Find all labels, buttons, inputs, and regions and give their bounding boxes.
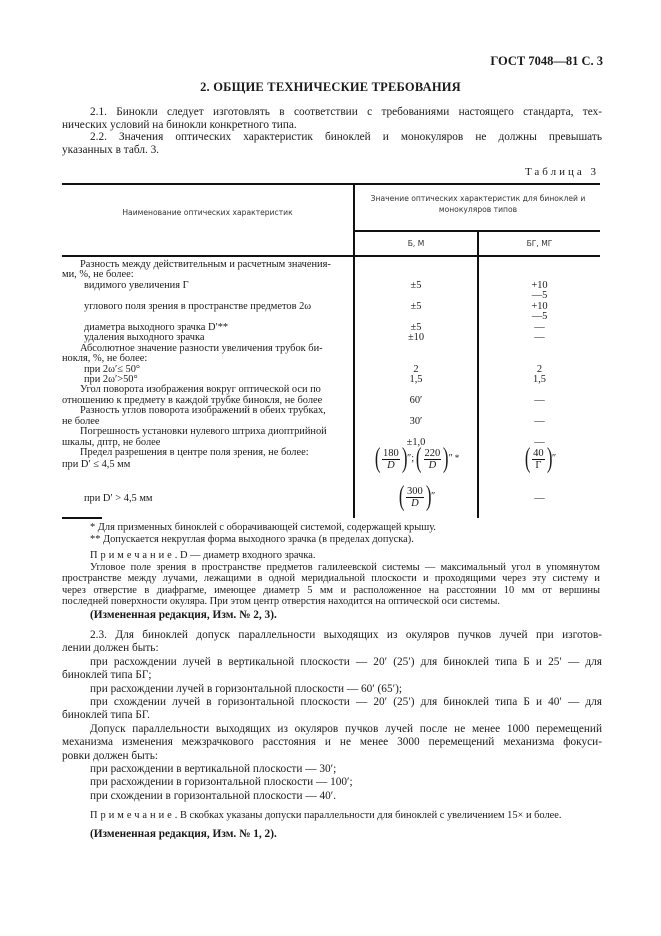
note-text: . D — диаметр входного зрачка. xyxy=(174,550,316,561)
value-bg-mg: —5 xyxy=(531,311,548,323)
value-bg-mg: 2 xyxy=(536,363,543,375)
fraction-numerator: 220 xyxy=(424,447,441,459)
section-title: 2. ОБЩИЕ ТЕХНИЧЕСКИЕ ТРЕБОВАНИЯ xyxy=(200,80,461,94)
unit-seconds: ″ xyxy=(551,453,557,465)
text-line: нических условий на бинокли конкретного типа. xyxy=(62,118,297,131)
row-name: при 2ω′≤ 50° xyxy=(84,363,141,375)
table-caption: Таблица 3 xyxy=(524,166,599,178)
fraction-denominator: D xyxy=(387,459,395,471)
text-line: биноклей типа БГ. xyxy=(62,709,150,722)
footnote-mark: * xyxy=(454,453,460,464)
row-name: удаления выходного зрачка xyxy=(84,332,205,344)
resolution-bg-mg-small xyxy=(479,445,600,473)
text-line: при схождении в горизонтальной плоскости — 40′. xyxy=(90,789,337,802)
resolution-b-m-large xyxy=(355,483,477,511)
value-bg-mg: — xyxy=(534,436,545,448)
text-line: при расхождении лучей в вертикальной плоскости — 20′ (25′) для биноклей типа Б и 25′ — для xyxy=(90,655,602,668)
value-bg-mg: +10 xyxy=(531,279,548,291)
text-line: биноклей типа БГ; xyxy=(62,669,152,682)
header-col-bg-mg: БГ, МГ xyxy=(526,239,553,248)
document-reference: ГОСТ 7048—81 С. 3 xyxy=(490,54,603,68)
row-name: нокля, %, не более: xyxy=(62,353,148,365)
value-b-m: 60′ xyxy=(409,394,423,406)
row-name: углового поля зрения в пространстве предметов 2ω xyxy=(84,300,312,312)
paragraph-2-2 xyxy=(62,131,602,156)
text-line: при D′ > 4,5 мм xyxy=(84,493,153,504)
table-row-resolution-small xyxy=(62,443,600,483)
separator: ; xyxy=(411,453,415,465)
header-bottom-rule xyxy=(62,255,600,257)
resolution-b-m-small xyxy=(355,445,477,473)
note-label: Примечание xyxy=(90,550,175,561)
row-name: Угол поворота изображения вокруг оптической оси по xyxy=(80,384,321,396)
note-1 xyxy=(62,550,600,608)
text-line: последней поверхности окуляра. При этом центр отверстия находится на оптической оси системы. xyxy=(62,596,500,608)
paren-right: ) xyxy=(546,443,553,474)
text-line: Предел разрешения в центре поля зрения, не более: xyxy=(80,447,309,458)
value-bg-mg: 1,5 xyxy=(533,373,546,385)
text-line: при расхождении в вертикальной плоскости — 30′; xyxy=(90,763,337,776)
fraction-numerator: 300 xyxy=(407,485,423,497)
fraction-numerator: 40 xyxy=(533,447,544,459)
header-values-group: Значение оптических характеристик для биноклей и монокуляров типов xyxy=(370,194,586,214)
value-b-m: ±1,0 xyxy=(406,436,426,448)
row-name xyxy=(62,447,353,470)
note-text: . В скобках указаны допуски параллельности для биноклей с увеличением 15× и более. xyxy=(174,810,562,821)
text-line: через отверстие в диафрагме, имеющее диаметр 5 мм и расположенное на расстоянии 10 мм от вершины xyxy=(62,584,600,596)
paren-right: ) xyxy=(443,443,449,474)
note-2 xyxy=(62,810,600,822)
paragraph-2-3 xyxy=(62,629,602,803)
paren-left: ( xyxy=(416,443,422,474)
paren-right: ) xyxy=(425,481,432,512)
note-body xyxy=(62,562,600,608)
paragraph-2-1 xyxy=(62,106,602,131)
paren-left: ( xyxy=(398,481,405,512)
value-b-m: 2 xyxy=(413,363,419,375)
table-top-rule xyxy=(62,183,600,185)
value-bg-mg: — xyxy=(534,394,545,406)
row-name: Разность углов поворота изображений в обеих трубках, xyxy=(80,405,326,417)
value-b-m: 1,5 xyxy=(409,373,423,385)
fraction-denominator: D xyxy=(411,497,419,509)
text-line: ровки должен быть: xyxy=(62,749,158,762)
unit-seconds: ″ xyxy=(431,491,436,503)
footnote-rule xyxy=(62,517,102,519)
footnote-1: * Для призменных биноклей с оборачивающей системой, содержащей крышу. xyxy=(90,522,436,533)
value-b-m: ±5 xyxy=(410,300,422,312)
paren-right: ) xyxy=(401,443,408,474)
text-line: лении должен быть: xyxy=(62,642,159,655)
row-name: ми, %, не более: xyxy=(62,269,134,281)
unit-seconds: ″ xyxy=(407,453,412,465)
text-line: 2.1. Бинокли следует изготовлять в соответствии с требованиями настоящего стандарта, тех- xyxy=(90,106,602,118)
row-name: шкалы, дптр, не более xyxy=(62,436,161,448)
text-line: 2.3. Для биноклей допуск параллельности выходящих из окуляров пучков лучей при изготов- xyxy=(90,629,602,641)
revision-note-1: (Измененная редакция, Изм. № 2, 3). xyxy=(90,609,277,621)
value-b-m: 30′ xyxy=(409,415,423,427)
fraction-denominator: D xyxy=(428,459,437,471)
value-bg-mg: —5 xyxy=(531,290,548,302)
row-name: диаметра выходного зрачка D′** xyxy=(84,321,229,333)
paren-left: ( xyxy=(524,443,531,474)
row-name: при 2ω′>50° xyxy=(84,373,138,385)
row-name: Погрешность установки нулевого штриха диоптрийной xyxy=(80,426,327,438)
fraction-denominator: Г xyxy=(535,459,542,471)
row-name: видимого увеличения Г xyxy=(84,279,189,291)
row-name: Абсолютное значение разности увеличения трубок би- xyxy=(80,342,323,354)
value-b-m: ±5 xyxy=(410,279,422,291)
note-label: Примечание xyxy=(90,810,175,821)
fraction-numerator: 180 xyxy=(383,447,399,459)
row-name: не более xyxy=(62,415,100,427)
text-line: механизма изменения межзрачкового расстояния и не менее 3000 перемещений механизма фокуси- xyxy=(62,736,602,749)
text-line: при расхождении в горизонтальной плоскости — 100′; xyxy=(90,776,353,789)
text-line: Угловое поле зрения в пространстве предметов галилеевской системы — максимальный угол в упомянутом xyxy=(90,561,600,573)
paren-left: ( xyxy=(374,443,381,474)
row-name: Разность между действительным и расчетным значения- xyxy=(80,259,331,270)
header-col-b-m: Б, М xyxy=(407,239,425,248)
row-name xyxy=(62,493,353,505)
text-line: указанных в табл. 3. xyxy=(62,143,160,156)
value-bg-mg: — xyxy=(534,321,545,333)
table-row-resolution-large xyxy=(62,483,600,519)
row-name: отношению к предмету в каждой трубке бинокля, не более xyxy=(62,394,323,406)
value-b-m: ±5 xyxy=(410,321,422,333)
footnote-2: ** Допускается некруглая форма выходного зрачка (в пределах допуска). xyxy=(90,534,414,545)
header-characteristic-name: Наименование оптических характеристик xyxy=(122,208,293,217)
resolution-bg-mg-large: — xyxy=(534,493,545,504)
value-bg-mg: +10 xyxy=(531,300,548,312)
text-line: Допуск параллельности выходящих из окуляров пучков лучей после не менее 1000 перемещений xyxy=(90,722,602,735)
text-line: при D′ ≤ 4,5 мм xyxy=(62,458,131,470)
value-bg-mg: — xyxy=(534,415,545,427)
revision-note-2: (Измененная редакция, Изм. № 1, 2). xyxy=(90,828,277,840)
text-line: 2.2. Значения оптических характеристик биноклей и монокуляров не должны превышать xyxy=(90,131,602,143)
text-line: при схождении лучей в горизонтальной плоскости — 20′ (25′) для биноклей типа Б и 40′ — для xyxy=(90,696,602,709)
text-line: при расхождении лучей в горизонтальной плоскости — 60′ (65′); xyxy=(90,682,402,695)
unit-seconds: ″ xyxy=(448,453,453,465)
value-bg-mg: — xyxy=(534,332,545,344)
text-line: пространстве между лучами, лежащими в одной меридиальной плоскости и проходящими через эту систему и xyxy=(62,573,600,585)
value-b-m: ±10 xyxy=(407,332,425,344)
